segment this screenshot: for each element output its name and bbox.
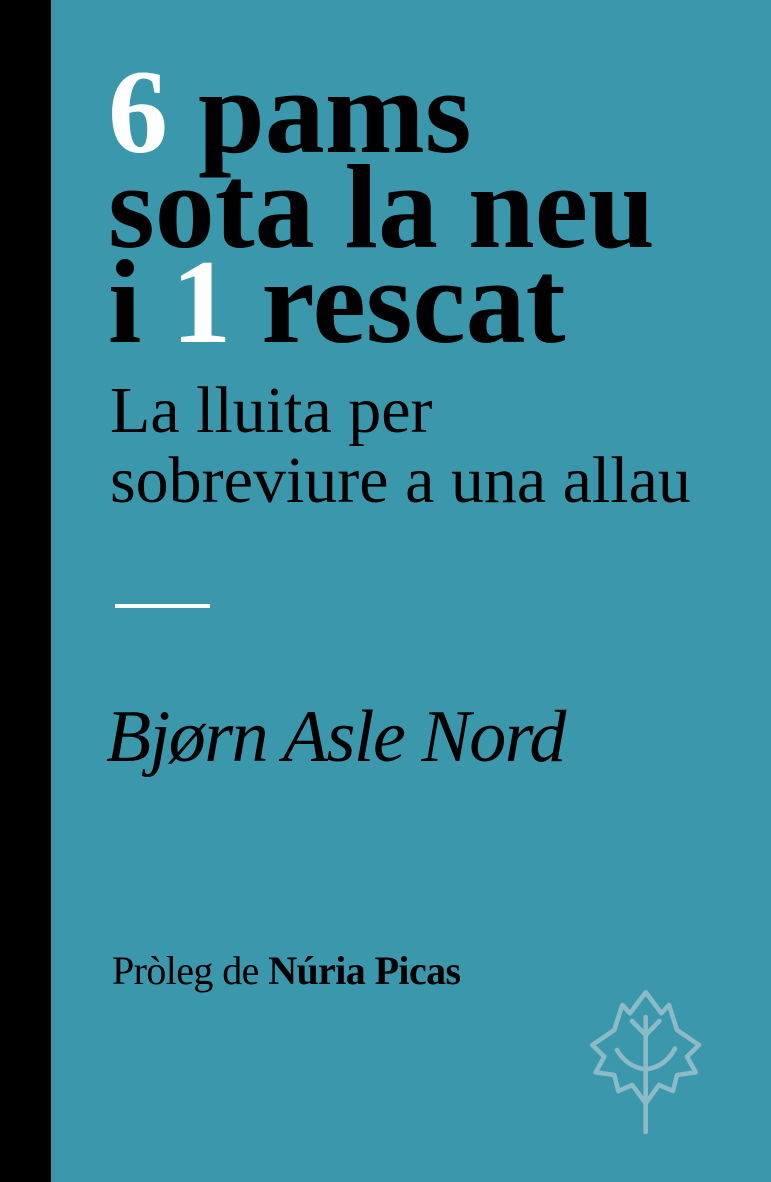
subtitle	[110, 376, 691, 516]
title-line-3-text: rescat	[231, 235, 566, 368]
publisher-leaf-icon	[575, 985, 715, 1145]
title-line-1-text: pams	[168, 45, 472, 178]
divider-rule	[115, 604, 210, 608]
spine-shadow	[0, 0, 51, 1182]
subtitle-line-2: sobreviure a una allau	[110, 444, 691, 517]
title-number-1: 1	[171, 235, 232, 368]
prologue-name: Núria Picas	[268, 948, 461, 993]
prologue-credit	[112, 949, 460, 993]
prologue-prefix: Pròleg de	[112, 948, 269, 993]
title-number-6: 6	[108, 45, 168, 178]
title-line-2-text: sota la neu	[108, 140, 655, 273]
subtitle-line-1: La lluita per	[110, 374, 433, 447]
author-name: Bjørn Asle Nord	[106, 696, 565, 778]
title-line-3-pre: i	[108, 235, 172, 368]
book-title	[108, 45, 655, 368]
